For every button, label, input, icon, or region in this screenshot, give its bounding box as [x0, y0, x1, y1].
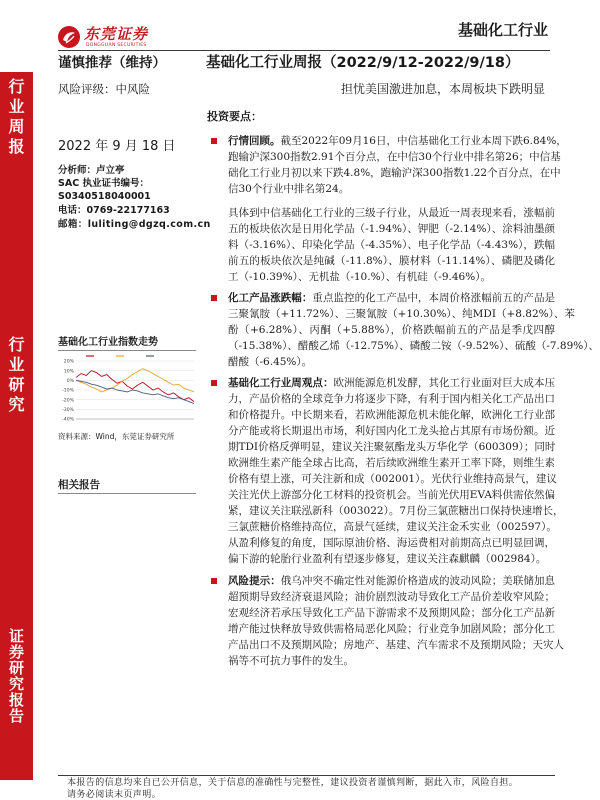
sidebar-tag-weekly: 行业周报 — [8, 77, 25, 156]
page-subtitle: 担忧美国激进加息，本周板块下跌明显 — [340, 82, 545, 96]
analyst-name: 分析师：卢立亭 — [58, 165, 125, 176]
chart-y-tick-label: -30% — [62, 407, 74, 413]
weekly-view-line: 价格有望上涨，可关注新和成（002001）。光伏行业维持高景气，建议 — [228, 473, 557, 485]
footer-disclaimer: 本报告的信息均来自已公开信息，关于信息的准确性与完整性，建议投资者谨慎判断，据此入市，风险自担。 — [67, 778, 519, 788]
risks-heading: 风险提示： — [228, 575, 281, 587]
key-points-label: 投资要点： — [207, 110, 262, 123]
bullet-marker — [211, 380, 217, 386]
rating: 谨慎推荐（维持） — [58, 55, 166, 71]
sac-number: S0340518040001 — [58, 191, 151, 202]
weekly-view-line: 力，产品价格的全球竞争力将逐步下降，有利于国内相关化工产品出口 — [228, 393, 555, 405]
chart-y-tick-label: 0% — [66, 378, 74, 384]
bullet-marker — [211, 578, 217, 584]
product-prices-line: 三聚氰胺（+11.72%）、三聚氰胺（+10.30%）、纯MDI（+8.82%）、苯 — [228, 308, 575, 320]
chart-y-tick-label: 10% — [63, 369, 74, 375]
product-prices-line: 醋酸（-6.45%）。 — [228, 356, 313, 368]
weekly-view-line: 欧洲维生素产能全球占比高，若后续欧洲维生素开工率下降，则维生素 — [228, 457, 555, 469]
analyst-phone: 电话：0769-22177163 — [58, 205, 170, 216]
sidebar-tag-research: 行业研究 — [8, 335, 25, 414]
market-review-line: 信30个行业中排名第24。 — [228, 183, 350, 195]
sub-industry-line: 前五的板块依次是纯碱（-11.8%）、膜材料（-11.14%）、磷肥及磷化 — [228, 255, 555, 267]
product-prices-line — [228, 290, 555, 306]
header-divider — [58, 50, 550, 51]
weekly-view-line: 关注光伏上游部分化工材料的投资机会。当前光伏用EVA料供需依然偏 — [228, 489, 555, 501]
product-prices-heading: 化工产品涨跌幅： — [228, 292, 313, 304]
index-trend-chart — [56, 353, 198, 427]
weekly-view-line: 紧，建议关注联泓新科（003022）。7月份三氯蔗糖出口保持快速增长， — [228, 505, 564, 517]
weekly-view-line: 分产能或将长期退出市场，利好国内化工龙头抢占其原有市场份额。近 — [228, 425, 555, 437]
related-reports-heading: 相关报告 — [58, 479, 100, 491]
logo-subtitle: DONGGUAN SECURITIES — [86, 43, 147, 48]
product-prices-line: 酚（+6.28%）、丙酮（+5.88%），价格跌幅前五的产品是季戊四醇 — [228, 324, 555, 336]
page-title: 基础化工行业周报（2022/9/12-2022/9/18） — [206, 55, 520, 71]
report-date: 2022 年 9 月 18 日 — [58, 139, 176, 154]
chart-y-tick-label: -20% — [62, 398, 74, 404]
footer-notice: 请务必阅读末页声明。 — [67, 790, 162, 800]
weekly-view-text: 欧洲能源危机发酵，其化工行业面对巨大成本压 — [333, 377, 555, 389]
weekly-view-heading: 基础化工行业周观点： — [228, 377, 334, 389]
risk-rating: 风险评级：中风险 — [58, 82, 150, 96]
risks-line: 祸等不可抗力事件的发生。 — [228, 655, 354, 667]
weekly-view-line: 期TDI价格反弹明显，建议关注聚氨酯龙头万华化学（600309）；同时 — [228, 441, 556, 453]
product-prices-text: 重点监控的化工产品中，本周价格涨幅前五的产品是 — [312, 292, 556, 304]
logo-wordmark: 东莞证券 — [84, 25, 149, 43]
market-review-text: 截至2022年09月16日，中信基础化工行业本周下跌6.84%， — [280, 135, 567, 147]
analyst-email: 邮箱：luliting@dgzq.com.cn — [58, 219, 211, 230]
weekly-view-line: 偏下游的轮胎行业盈利有望逐步修复，建议关注森麒麟（002984）。 — [228, 553, 547, 565]
chart-series-line-3 — [76, 380, 194, 403]
market-review-line — [228, 133, 567, 149]
weekly-view-line: 和价格提升。中长期来看，若欧洲能源危机未能化解，欧洲化工行业部 — [228, 409, 555, 421]
chart-source: 资料来源：Wind，东莞证券研究所 — [58, 432, 175, 441]
weekly-view-line: 三氯蔗糖价格维持高位，高景气延续，建议关注金禾实业（002597）。 — [228, 521, 557, 533]
weekly-view-line — [228, 375, 555, 391]
market-review-line: 础化工行业月初以来下跌4.8%，跑输沪深300指数1.22个百分点，在中 — [228, 167, 561, 179]
related-divider — [58, 493, 196, 494]
bullet-marker — [211, 138, 217, 144]
sidebar-tag-report: 证券研究报告 — [8, 627, 24, 725]
sub-industry-line: 具体到中信基础化工行业的三级子行业，从最近一周表现来看，涨幅前 — [228, 207, 555, 219]
chart-y-tick-label: 20% — [63, 359, 74, 365]
chart-series-line-1 — [76, 371, 194, 402]
risks-line: 超预期导致经济衰退风险；油价剧烈波动导致化工产品价差收窄风险； — [228, 591, 555, 603]
risks-line — [228, 573, 555, 589]
weekly-view-line: 从盈利修复的角度，国际原油价格、海运费相对前期高点已明显回调， — [228, 537, 555, 549]
header-industry: 基础化工行业 — [457, 21, 548, 39]
sac-label: SAC 执业证书编号： — [58, 178, 149, 189]
sub-industry-line: 工（-10.39%）、无机盐（-10.%）、有机硅（-9.46%）。 — [228, 271, 491, 283]
chart-y-tick-label: -10% — [62, 388, 74, 394]
chart-title-divider — [58, 350, 196, 351]
risks-line: 宏观经济若承压导致化工产品下游需求不及预期风险；部分化工产品新 — [228, 607, 555, 619]
sub-industry-line: 料（-3.16%）、印染化学品（-4.35%）、电子化学品（-4.43%），跌幅 — [228, 239, 555, 251]
bullet-marker — [211, 295, 217, 301]
chart-y-tick-label: -40% — [62, 417, 74, 423]
risks-text: 俄乌冲突不确定性对能源价格造成的波动风险；美联储加息 — [280, 575, 555, 587]
product-prices-line: （-15.38%）、醋酸乙烯（-12.75%）、磷酸二铵（-9.52%）、硫酸（-7.89%）、 — [228, 340, 599, 352]
chart-title: 基础化工行业指数走势 — [58, 337, 158, 348]
risks-line: 产品出口不及预期风险；房地产、基建、汽车需求不及预期风险；天灾人 — [228, 639, 564, 651]
sub-industry-line: 五的板块依次是日用化学品（-1.94%）、钾肥（-2.14%）、涂料油墨颜 — [228, 223, 555, 235]
market-review-heading: 行情回顾。 — [228, 135, 281, 147]
market-review-line: 跑输沪深300指数2.91个百分点，在中信30个行业中排名第26；中信基 — [228, 151, 561, 163]
logo-emblem-icon — [57, 25, 81, 49]
risks-line: 增产能过快释放导致供需格局恶化风险；行业竞争加剧风险；部分化工 — [228, 623, 555, 635]
footer-divider — [58, 775, 555, 776]
